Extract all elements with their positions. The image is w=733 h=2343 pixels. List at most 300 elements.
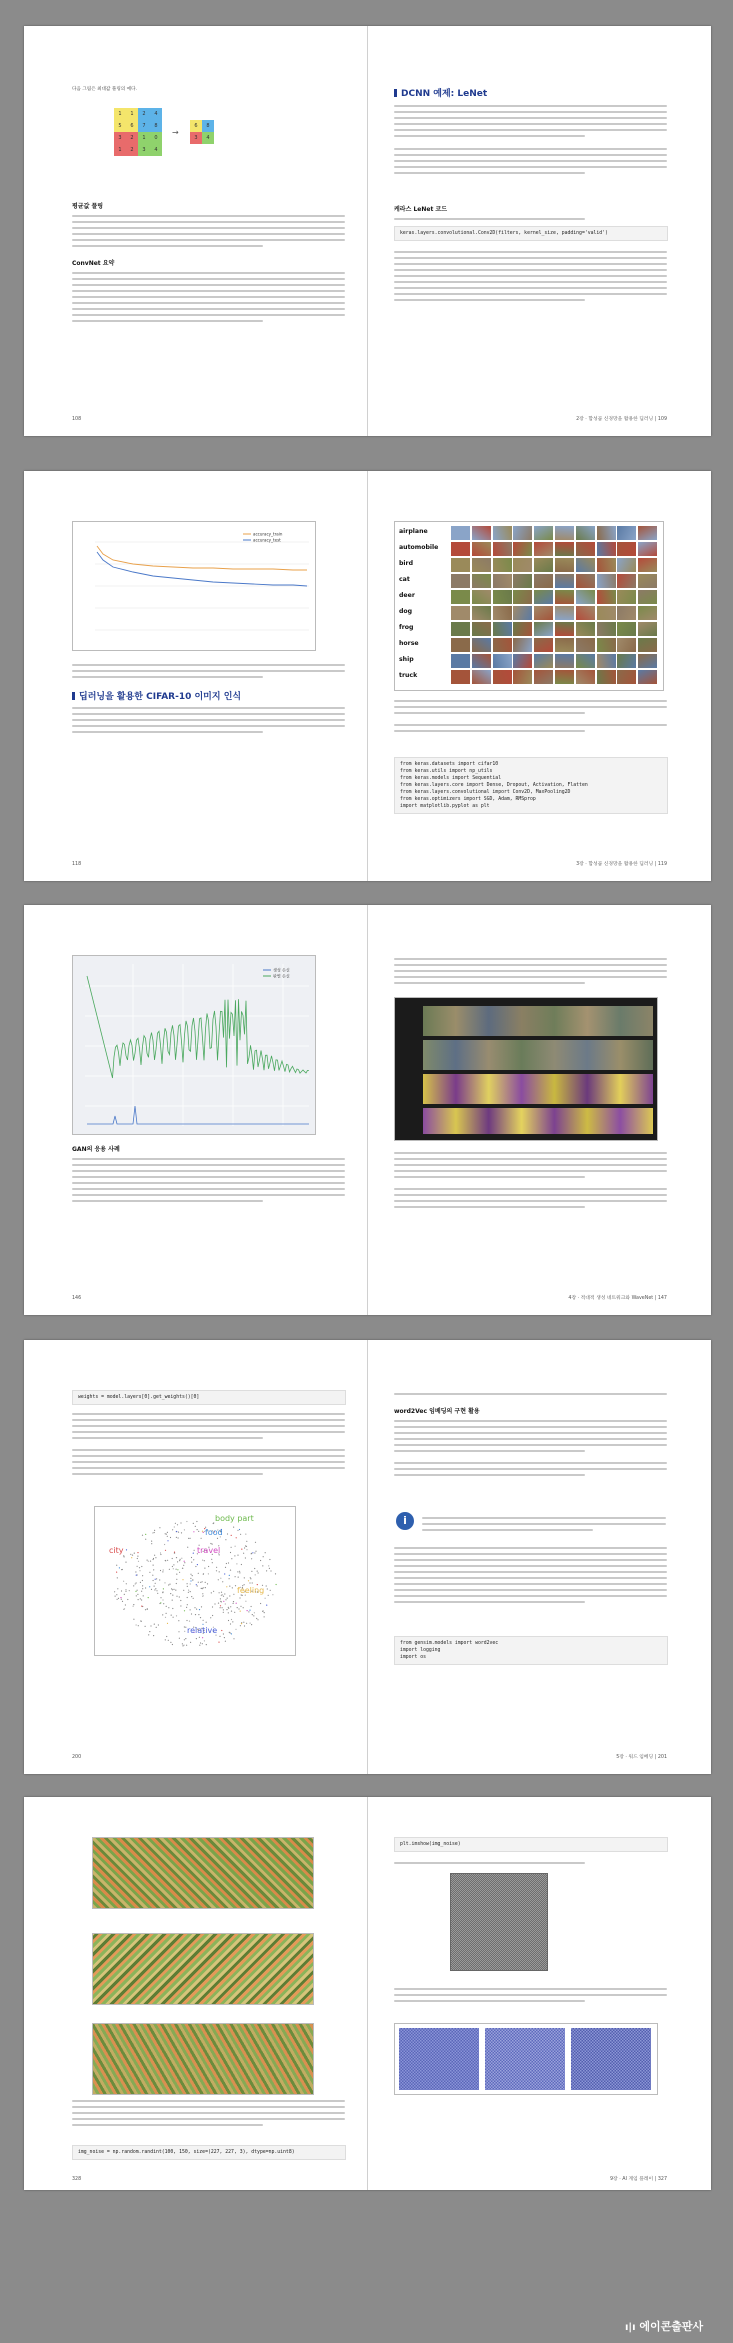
embedding-point — [143, 1595, 144, 1596]
image-row-birds — [423, 1006, 653, 1036]
embedding-point — [254, 1568, 255, 1569]
embedding-point — [251, 1553, 252, 1554]
sample-thumbnail — [555, 606, 574, 620]
embedding-point — [166, 1534, 167, 1535]
embedding-point — [137, 1590, 138, 1591]
sample-thumbnail — [617, 542, 636, 556]
embedding-point — [142, 1535, 143, 1536]
sample-thumbnail — [617, 558, 636, 572]
embedding-point — [190, 1583, 191, 1584]
embedding-point — [249, 1610, 250, 1611]
embedding-point — [145, 1626, 146, 1627]
sample-thumbnail — [513, 638, 532, 652]
body-text — [394, 1390, 667, 1399]
tsne-plot-svg — [95, 1507, 295, 1655]
embedding-point — [155, 1583, 156, 1584]
embedding-point — [220, 1607, 221, 1608]
embedding-point — [251, 1571, 252, 1572]
embedding-point — [250, 1623, 251, 1624]
sample-thumbnail — [555, 574, 574, 588]
embedding-point — [170, 1593, 171, 1594]
embedding-point — [153, 1558, 154, 1559]
embedding-point — [195, 1566, 196, 1567]
embedding-point — [176, 1615, 177, 1616]
embedding-point — [171, 1615, 172, 1616]
embedding-point — [188, 1538, 189, 1539]
embedding-point — [117, 1577, 118, 1578]
deepdream-row-1 — [92, 1837, 314, 1909]
embedding-point — [165, 1617, 166, 1618]
embedding-point — [193, 1531, 194, 1532]
embedding-point — [232, 1587, 233, 1588]
embedding-point — [260, 1560, 261, 1561]
embedding-point — [268, 1595, 269, 1596]
noise-dream-images — [394, 2023, 658, 2095]
image-row-flowers-2 — [423, 1108, 653, 1134]
sample-thumbnail — [451, 526, 470, 540]
embedding-point — [211, 1592, 212, 1593]
embedding-point — [156, 1590, 157, 1591]
arrow-icon: → — [172, 128, 179, 137]
embedding-point — [272, 1594, 273, 1595]
sample-thumbnail — [555, 622, 574, 636]
embedding-point — [151, 1589, 152, 1590]
embedding-point — [180, 1605, 181, 1606]
figure-caption: 다음 그림은 최대값 풀링의 예다. — [72, 87, 137, 92]
page-number: 146 — [72, 1296, 82, 1301]
embedding-point — [181, 1532, 182, 1533]
embedding-point — [236, 1563, 237, 1564]
embedding-point — [252, 1614, 253, 1615]
embedding-point — [184, 1529, 185, 1530]
category-label: bird — [399, 560, 414, 567]
embedding-point — [266, 1605, 267, 1606]
embedding-point — [125, 1604, 126, 1605]
embedding-point — [142, 1588, 143, 1589]
embedding-point — [237, 1607, 238, 1608]
gan-loss-chart — [72, 955, 316, 1135]
sample-thumbnail — [597, 558, 616, 572]
code-block: plt.imshow(img_noise) — [394, 1837, 668, 1852]
embedding-point — [121, 1590, 122, 1591]
sample-thumbnail — [451, 558, 470, 572]
embedding-point — [239, 1571, 240, 1572]
book-spread-2 — [24, 471, 711, 881]
embedding-point — [122, 1569, 123, 1570]
sample-thumbnail — [451, 622, 470, 636]
embedding-point — [233, 1603, 234, 1604]
sample-thumbnail — [638, 542, 657, 556]
embedding-point — [269, 1559, 270, 1560]
chapter-heading: 딥러닝을 활용한 CIFAR-10 이미지 인식 — [72, 689, 241, 702]
embedding-point — [225, 1539, 226, 1540]
embedding-point — [156, 1578, 157, 1579]
embedding-point — [176, 1557, 177, 1558]
sample-thumbnail — [472, 606, 491, 620]
embedding-point — [222, 1581, 223, 1582]
embedding-point — [141, 1606, 142, 1607]
embedding-point — [260, 1603, 261, 1604]
embedding-point — [162, 1599, 163, 1600]
embedding-point — [248, 1580, 249, 1581]
body-text — [394, 697, 667, 736]
embedding-point — [129, 1590, 130, 1591]
book-spread-3 — [24, 905, 711, 1315]
sample-thumbnail — [597, 574, 616, 588]
embedding-point — [212, 1562, 213, 1563]
embedding-point — [219, 1571, 220, 1572]
embedding-point — [223, 1601, 224, 1602]
embedding-point — [226, 1563, 227, 1564]
embedding-point — [190, 1578, 191, 1579]
embedding-point — [196, 1584, 197, 1585]
embedding-point — [177, 1561, 178, 1562]
embedding-point — [171, 1588, 172, 1589]
embedding-point — [241, 1623, 242, 1624]
embedding-point — [223, 1612, 224, 1613]
embedding-point — [227, 1533, 228, 1534]
embedding-point — [163, 1569, 164, 1570]
sample-thumbnail — [597, 606, 616, 620]
embedding-point — [218, 1579, 219, 1580]
category-label: dog — [399, 608, 413, 615]
sample-thumbnail — [597, 590, 616, 604]
cluster-label: city — [109, 1546, 124, 1555]
embedding-point — [208, 1566, 209, 1567]
embedding-point — [231, 1547, 232, 1548]
embedding-point — [244, 1547, 245, 1548]
embedding-point — [177, 1524, 178, 1525]
embedding-point — [233, 1594, 234, 1595]
embedding-point — [131, 1557, 132, 1558]
embedding-point — [138, 1599, 139, 1600]
publisher-logo — [625, 2318, 703, 2334]
embedding-point — [206, 1644, 207, 1645]
sample-thumbnail — [555, 670, 574, 684]
category-label: airplane — [399, 528, 428, 535]
sample-thumbnail — [493, 606, 512, 620]
embedding-point — [147, 1609, 148, 1610]
embedding-point — [225, 1603, 226, 1604]
embedding-point — [229, 1575, 230, 1576]
embedding-point — [142, 1585, 143, 1586]
embedding-point — [243, 1622, 244, 1623]
sample-thumbnail — [513, 558, 532, 572]
embedding-point — [198, 1531, 199, 1532]
embedding-point — [116, 1594, 117, 1595]
left-page — [24, 1340, 367, 1774]
embedding-point — [181, 1558, 182, 1559]
sample-thumbnail — [472, 638, 491, 652]
embedding-point — [216, 1567, 217, 1568]
embedding-point — [170, 1642, 171, 1643]
sample-thumbnail — [576, 574, 595, 588]
embedding-point — [266, 1570, 267, 1571]
embedding-point — [173, 1589, 174, 1590]
embedding-point — [203, 1595, 204, 1596]
embedding-point — [205, 1582, 206, 1583]
publisher-name: 에이콘출판사 — [639, 2320, 704, 2333]
embedding-point — [165, 1533, 166, 1534]
embedding-point — [158, 1624, 159, 1625]
embedding-point — [179, 1572, 180, 1573]
embedding-point — [222, 1607, 223, 1608]
embedding-point — [221, 1630, 222, 1631]
embedding-point — [201, 1606, 202, 1607]
body-text — [394, 1417, 667, 1480]
embedding-point — [224, 1637, 225, 1638]
embedding-point — [157, 1593, 158, 1594]
embedding-point — [141, 1599, 142, 1600]
embedding-point — [184, 1631, 185, 1632]
embedding-point — [202, 1637, 203, 1638]
embedding-point — [114, 1591, 115, 1592]
embedding-point — [193, 1553, 194, 1554]
body-text — [72, 1155, 345, 1206]
embedding-point — [164, 1544, 165, 1545]
embedding-point — [204, 1560, 205, 1561]
embedding-point — [258, 1572, 259, 1573]
embedding-point — [137, 1556, 138, 1557]
sample-thumbnail — [451, 654, 470, 668]
code-block: keras.layers.convolutional.Conv2D(filters, kernel_size, padding='valid') — [394, 226, 668, 241]
embedding-point — [160, 1552, 161, 1553]
embedding-point — [255, 1542, 256, 1543]
embedding-point — [202, 1624, 203, 1625]
embedding-point — [245, 1534, 246, 1535]
embedding-point — [230, 1606, 231, 1607]
embedding-point — [145, 1609, 146, 1610]
embedding-point — [195, 1614, 196, 1615]
embedding-point — [166, 1636, 167, 1637]
embedding-point — [176, 1579, 177, 1580]
embedding-point — [172, 1589, 173, 1590]
sample-thumbnail — [472, 622, 491, 636]
embedding-point — [252, 1552, 253, 1553]
embedding-point — [160, 1597, 161, 1598]
category-label: deer — [399, 592, 415, 599]
sample-thumbnail — [534, 606, 553, 620]
embedding-point — [142, 1575, 143, 1576]
embedding-point — [172, 1529, 173, 1530]
embedding-point — [191, 1596, 192, 1597]
sample-thumbnail — [638, 590, 657, 604]
embedding-point — [244, 1577, 245, 1578]
embedding-point — [154, 1555, 155, 1556]
sample-thumbnail — [451, 542, 470, 556]
page-footer: 2장 · 합성곱 신경망을 활용한 딥러닝 | 109 — [576, 417, 667, 422]
embedding-point — [167, 1536, 168, 1537]
embedding-point — [148, 1634, 149, 1635]
embedding-point — [187, 1547, 188, 1548]
embedding-point — [235, 1585, 236, 1586]
sample-thumbnail — [597, 670, 616, 684]
body-text — [72, 704, 345, 737]
sample-thumbnail — [617, 606, 636, 620]
embedding-point — [120, 1597, 121, 1598]
embedding-point — [202, 1531, 203, 1532]
sample-thumbnail — [451, 574, 470, 588]
embedding-point — [184, 1562, 185, 1563]
embedding-point — [152, 1575, 153, 1576]
sample-thumbnail — [555, 542, 574, 556]
embedding-point — [180, 1600, 181, 1601]
embedding-point — [121, 1599, 122, 1600]
embedding-point — [118, 1598, 119, 1599]
embedding-point — [190, 1642, 191, 1643]
sample-thumbnail — [617, 638, 636, 652]
sample-thumbnail — [513, 670, 532, 684]
tsne-embedding-plot — [94, 1506, 296, 1656]
sample-thumbnail — [472, 574, 491, 588]
embedding-point — [193, 1598, 194, 1599]
embedding-point — [163, 1588, 164, 1589]
embedding-point — [270, 1570, 271, 1571]
embedding-point — [212, 1606, 213, 1607]
embedding-point — [184, 1639, 185, 1640]
embedding-point — [240, 1606, 241, 1607]
embedding-point — [202, 1593, 203, 1594]
embedding-point — [187, 1583, 188, 1584]
embedding-point — [176, 1531, 177, 1532]
embedding-point — [203, 1574, 204, 1575]
embedding-point — [238, 1608, 239, 1609]
category-label: cat — [399, 576, 410, 583]
noise-image-plot — [450, 1873, 548, 1971]
sample-thumbnail — [451, 590, 470, 604]
embedding-point — [275, 1573, 276, 1574]
embedding-point — [191, 1562, 192, 1563]
embedding-point — [194, 1550, 195, 1551]
sample-thumbnail — [576, 654, 595, 668]
embedding-point — [229, 1586, 230, 1587]
sample-thumbnail — [638, 574, 657, 588]
sample-thumbnail — [617, 574, 636, 588]
page-number: 328 — [72, 2177, 82, 2182]
embedding-point — [239, 1597, 240, 1598]
sample-thumbnail — [576, 558, 595, 572]
embedding-point — [250, 1578, 251, 1579]
sample-thumbnail — [576, 590, 595, 604]
right-page — [368, 471, 711, 881]
gan-generated-images — [394, 997, 658, 1141]
embedding-point — [165, 1560, 166, 1561]
embedding-point — [179, 1560, 180, 1561]
sample-thumbnail — [638, 654, 657, 668]
embedding-point — [246, 1546, 247, 1547]
embedding-point — [212, 1615, 213, 1616]
sample-thumbnail — [451, 670, 470, 684]
embedding-point — [265, 1552, 266, 1553]
sample-thumbnail — [597, 542, 616, 556]
embedding-point — [269, 1568, 270, 1569]
embedding-point — [142, 1580, 143, 1581]
embedding-point — [122, 1601, 123, 1602]
embedding-point — [117, 1588, 118, 1589]
embedding-point — [138, 1561, 139, 1562]
cifar10-sample-grid — [394, 521, 664, 691]
left-page — [24, 905, 367, 1315]
embedding-point — [243, 1553, 244, 1554]
embedding-point — [151, 1541, 152, 1542]
sample-thumbnail — [576, 526, 595, 540]
sample-thumbnail — [576, 606, 595, 620]
body-text — [394, 1544, 667, 1607]
body-text — [72, 2097, 345, 2130]
embedding-point — [179, 1596, 180, 1597]
sample-thumbnail — [493, 526, 512, 540]
embedding-point — [172, 1558, 173, 1559]
embedding-point — [116, 1572, 117, 1573]
embedding-point — [117, 1599, 118, 1600]
accuracy-chart — [72, 521, 316, 651]
embedding-point — [162, 1614, 163, 1615]
embedding-point — [257, 1571, 258, 1572]
embedding-point — [223, 1633, 224, 1634]
embedding-point — [147, 1560, 148, 1561]
embedding-point — [236, 1537, 237, 1538]
embedding-point — [153, 1580, 154, 1581]
sample-thumbnail — [597, 638, 616, 652]
embedding-point — [234, 1612, 235, 1613]
embedding-point — [226, 1609, 227, 1610]
embedding-point — [124, 1608, 125, 1609]
embedding-point — [136, 1595, 137, 1596]
embedding-point — [154, 1589, 155, 1590]
right-page — [368, 905, 711, 1315]
code-block: from keras.datasets import cifar10 from keras.utils import np_utils from keras.models import Sequential from keras.layers.core import Dense, Dropout, Activation, Flatten from keras.layers.convolutional import Conv2D, MaxPooling2D from keras.optimizers import SGD, Adam, RMSprop import matplotlib.pyplot as plt — [394, 757, 668, 814]
embedding-point — [196, 1638, 197, 1639]
embedding-point — [180, 1559, 181, 1560]
sample-thumbnail — [493, 542, 512, 556]
embedding-point — [169, 1584, 170, 1585]
embedding-point — [169, 1569, 170, 1570]
embedding-point — [227, 1598, 228, 1599]
sample-thumbnail — [513, 542, 532, 556]
embedding-point — [186, 1645, 187, 1646]
embedding-point — [235, 1576, 236, 1577]
embedding-point — [200, 1642, 201, 1643]
embedding-point — [172, 1595, 173, 1596]
page-number: 200 — [72, 1755, 82, 1760]
embedding-point — [182, 1568, 183, 1569]
embedding-point — [231, 1611, 232, 1612]
embedding-point — [257, 1619, 258, 1620]
embedding-point — [246, 1549, 247, 1550]
embedding-point — [153, 1635, 154, 1636]
embedding-point — [115, 1596, 116, 1597]
deepdream-images — [72, 1837, 320, 2117]
embedding-point — [228, 1612, 229, 1613]
embedding-point — [223, 1609, 224, 1610]
embedding-point — [189, 1621, 190, 1622]
embedding-point — [248, 1611, 249, 1612]
body-text — [394, 248, 667, 305]
embedding-point — [198, 1582, 199, 1583]
left-page — [24, 26, 367, 436]
embedding-point — [141, 1591, 142, 1592]
embedding-point — [236, 1603, 237, 1604]
embedding-point — [210, 1543, 211, 1544]
cluster-label: body part — [215, 1514, 254, 1523]
embedding-point — [250, 1577, 251, 1578]
embedding-point — [219, 1592, 220, 1593]
embedding-point — [199, 1637, 200, 1638]
body-text — [394, 215, 667, 224]
embedding-point — [228, 1608, 229, 1609]
embedding-point — [148, 1561, 149, 1562]
section-heading: 케라스 LeNet 코드 — [394, 206, 448, 213]
